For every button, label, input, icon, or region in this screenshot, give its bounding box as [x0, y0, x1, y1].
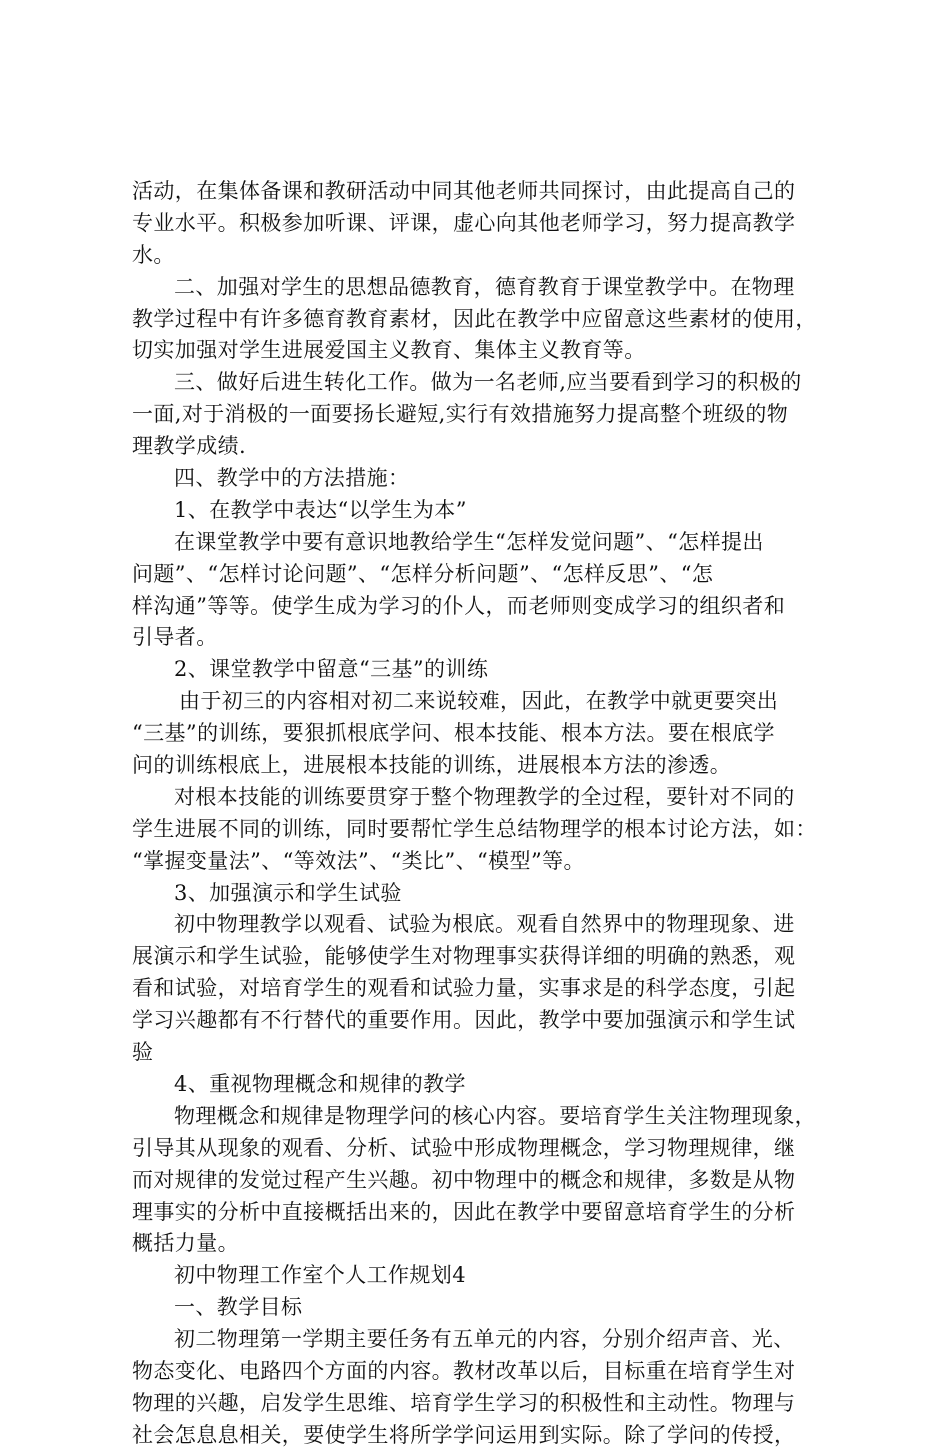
text-line: “掌握变量法”、“等效法”、“类比”、“模型”等。: [132, 848, 585, 873]
text-line: 而对规律的发觉过程产生兴趣。初中物理中的概念和规律，多数是从物: [132, 1167, 796, 1192]
subsection-heading: 3、加强演示和学生试验: [174, 880, 402, 905]
document-title: 初中物理工作室个人工作规划4: [174, 1263, 466, 1288]
text-line: 理事实的分析中直接概括出来的，因此在教学中要留意培育学生的分析: [132, 1199, 796, 1224]
text-line: 学习兴趣都有不行替代的重要作用。因此，教学中要加强演示和学生试: [132, 1008, 796, 1033]
text-line: 教学过程中有许多德育教育素材，因此在教学中应留意这些素材的使用，: [132, 306, 817, 331]
text-line: 物理的兴趣，启发学生思维、培育学生学习的积极性和主动性。物理与: [132, 1390, 796, 1415]
text-line: 引导其从现象的观看、分析、试验中形成物理概念，学习物理规律，继: [132, 1135, 796, 1160]
text-line: 样沟通”等等。使学生成为学习的仆人，而老师则变成学习的组织者和: [132, 593, 786, 618]
section-heading: 四、教学中的方法措施：: [174, 466, 410, 491]
subsection-heading: 1、在教学中表达“以学生为本”: [174, 497, 467, 522]
subsection-heading: 2、课堂教学中留意“三基”的训练: [174, 657, 489, 682]
text-line: 切实加强对学生进展爱国主义教育、集体主义教育等。: [132, 338, 646, 363]
text-line: 验: [132, 1040, 154, 1065]
text-line: 看和试验，对培育学生的观看和试验力量，实事求是的科学态度，引起: [132, 976, 796, 1001]
text-line: 初二物理第一学期主要任务有五单元的内容，分别介绍声音、光、: [174, 1327, 795, 1352]
text-line: 在课堂教学中要有意识地教给学生“怎样发觉问题”、“怎样提出: [174, 529, 764, 554]
text-line: 学生进展不同的训练，同时要帮忙学生总结物理学的根本讨论方法，如：: [132, 816, 817, 841]
text-line: 由于初三的内容相对初二来说较难，因此，在教学中就更要突出: [179, 689, 779, 714]
paragraph-heading: 二、加强对学生的思想品德教育，德育教育于课堂教学中。在物理: [174, 274, 795, 299]
text-line: 问题”、“怎样讨论问题”、“怎样分析问题”、“怎样反思”、“怎: [132, 561, 714, 586]
body-text: [132, 176, 832, 1452]
section-heading: 一、教学目标: [174, 1295, 303, 1320]
text-line: 理教学成绩.: [132, 434, 247, 459]
subsection-heading: 4、重视物理概念和规律的教学: [174, 1071, 466, 1096]
text-line: 对根本技能的训练要贯穿于整个物理教学的全过程，要针对不同的: [174, 784, 795, 809]
text-line: “三基”的训练，要狠抓根底学问、根本技能、根本方法。要在根底学: [132, 721, 775, 746]
text-line: 物态变化、电路四个方面的内容。教材改革以后，目标重在培育学生对: [132, 1358, 796, 1383]
text-line: 问的训练根底上，进展根本技能的训练，进展根本方法的渗透。: [132, 753, 732, 778]
text-line: 展演示和学生试验，能够使学生对物理事实获得详细的明确的熟悉，观: [132, 944, 796, 969]
text-line: 水。: [132, 242, 175, 267]
text-line: 活动，在集体备课和教研活动中同其他老师共同探讨，由此提高自己的: [132, 179, 796, 203]
text-line: 物理概念和规律是物理学问的核心内容。要培育学生关注物理现象，: [174, 1103, 816, 1128]
text-line: 初中物理教学以观看、试验为根底。观看自然界中的物理现象、进: [174, 912, 795, 937]
text-line: 引导者。: [132, 625, 218, 650]
paragraph-heading: 三、做好后进生转化工作。做为一名老师,应当要看到学习的积极的: [174, 370, 802, 395]
text-line: 社会怎息息相关，要使学生将所学学问运用到实际。除了学问的传授，: [132, 1422, 796, 1447]
text-line: 概括力量。: [132, 1231, 239, 1256]
text-line: 专业水平。积极参加听课、评课，虚心向其他老师学习，努力提高教学: [132, 210, 796, 235]
text-line: 一面,对于消极的一面要扬长避短,实行有效措施努力提高整个班级的物: [132, 402, 789, 427]
